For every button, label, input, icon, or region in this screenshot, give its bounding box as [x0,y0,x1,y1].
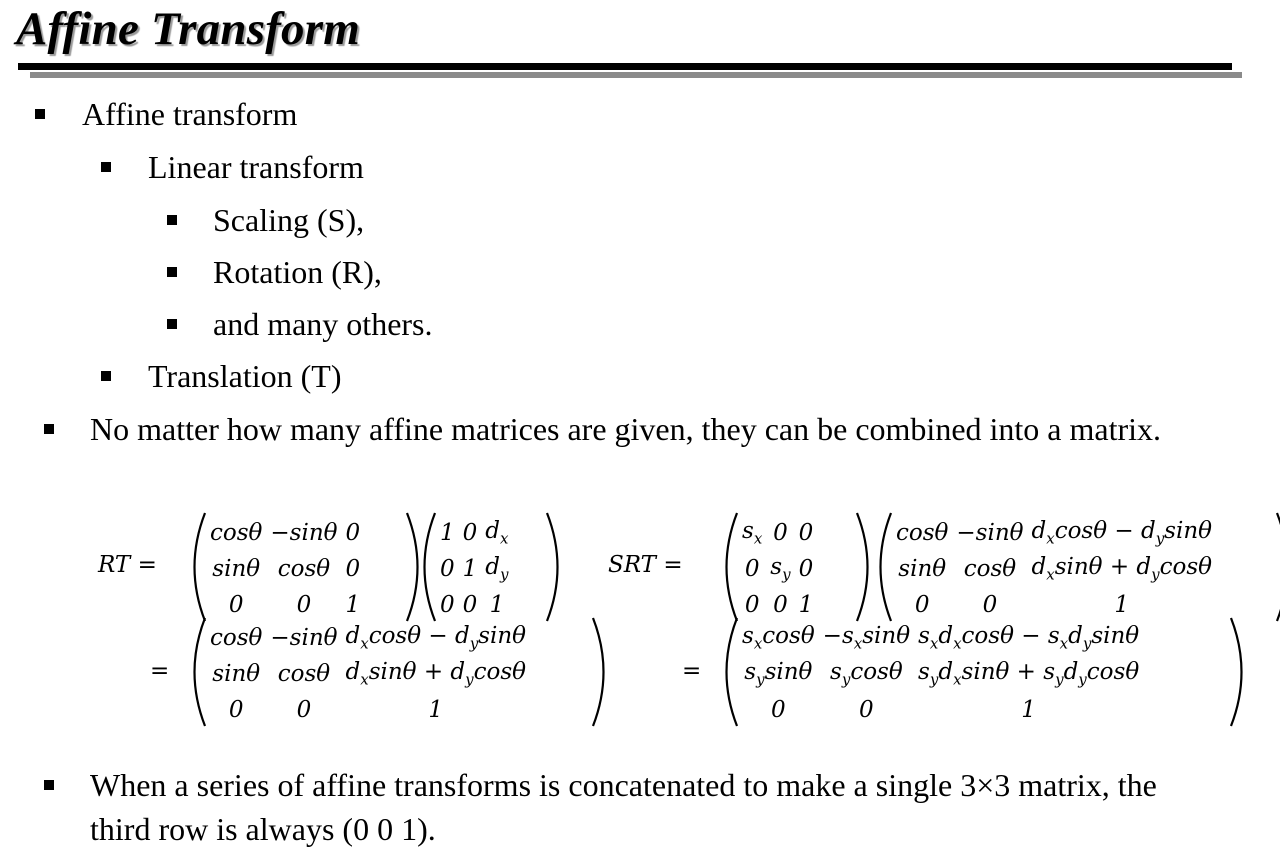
bullet-rotation: Rotation (R), [213,250,382,294]
matrix-cell: 1 [440,520,455,546]
matrix-cell: 0 [771,697,786,723]
matrix-cell: sinθ [212,556,261,582]
bullet-affine-transform: Affine transform [82,92,297,136]
matrix-rt-result [206,620,530,728]
matrix-cell: 0 [296,697,312,723]
matrix-cell: 1 [1021,697,1036,723]
matrix-cell: $d_x\sin\theta + d_y\cos\theta$ [1031,554,1212,584]
bullet-marker [167,267,177,277]
bullet-scaling: Scaling (S), [213,198,364,242]
matrix-cell: cosθ [896,520,949,546]
matrix-cell: $s_y$ [770,554,791,584]
matrix-cell: sinθ [212,661,261,687]
matrix-cell: 0 [228,697,244,723]
bullet-marker [44,780,54,790]
matrix-cell: 1 [345,592,361,618]
matrix-cell: 0 [228,592,244,618]
matrix-cell: 0 [345,520,361,546]
matrix-r [206,515,364,623]
matrix-cell: $s_yd_x\sin\theta + s_yd_y\cos\theta$ [918,659,1140,689]
matrix-cell: 0 [345,556,361,582]
matrix-cell: $d_x\sin\theta + d_y\cos\theta$ [345,659,526,689]
matrix-cell: 0 [440,556,455,582]
srt-equals: = [682,658,702,684]
title-underline [18,63,1232,70]
matrix-cell: $d_x\cos\theta - d_y\sin\theta$ [1031,518,1212,548]
matrix-cell: $s_xd_x\cos\theta - s_xd_y\sin\theta$ [918,623,1140,653]
matrix-cell: 1 [1114,592,1130,618]
bullet-many-others: and many others. [213,302,433,346]
matrix-cell: 1 [462,556,478,582]
matrix-cell: $-s_x\sin\theta$ [822,623,911,653]
matrix-cell: −sinθ [956,520,1024,546]
bullet-marker [35,109,45,119]
matrix-rt-result-left-paren [190,616,208,728]
matrix-cell: 0 [914,592,930,618]
matrix-rt-result-right-paren [590,616,608,728]
bullet-linear-transform: Linear transform [148,145,364,189]
bullet-combined-matrix: No matter how many affine matrices are given, they can be combined into a matrix. [90,407,1240,451]
rt-label: RT = [98,552,157,578]
slide-title: Affine Transform [16,3,360,55]
matrix-s-left-paren [722,511,740,623]
matrix-cell: $d_x\cos\theta - d_y\sin\theta$ [345,623,526,653]
matrix-srt-result [738,620,1143,728]
matrix-t-left-paren [420,511,438,623]
matrix-cell: 0 [773,592,788,618]
matrix-cell: cosθ [963,556,1017,582]
matrix-cell: 0 [798,556,814,582]
matrix-cell: cosθ [277,556,331,582]
matrix-cell: 0 [462,592,478,618]
matrix-s-right-paren [854,511,872,623]
matrix-r-left-paren [190,511,208,623]
bullet-translation: Translation (T) [148,354,341,398]
bullet-marker [101,371,111,381]
matrix-cell: cosθ [277,661,331,687]
matrix-cell: 1 [489,592,505,618]
matrix-cell: 0 [462,520,478,546]
matrix-cell: $s_x\cos\theta$ [742,623,815,653]
matrix-cell: −sinθ [270,520,338,546]
matrix-s [738,515,817,623]
matrix-t-right-paren [544,511,562,623]
matrix-cell: 0 [440,592,455,618]
matrix-cell: 0 [798,520,814,546]
bullet-marker [101,162,111,172]
matrix-cell: 0 [859,697,874,723]
matrix-rt [892,515,1216,623]
matrix-cell: $s_y\sin\theta$ [744,659,813,689]
bullet-marker [167,215,177,225]
matrix-cell: 0 [296,592,312,618]
matrix-cell: $d_x$ [485,518,509,548]
matrix-cell: sinθ [898,556,947,582]
matrix-cell: 0 [773,520,788,546]
matrix-cell: $s_y\cos\theta$ [830,659,903,689]
title-underline-shadow [30,72,1242,78]
matrix-cell: 0 [744,556,760,582]
matrix-cell: $s_x$ [742,518,763,548]
rt-equals: = [150,658,170,684]
matrix-cell: 1 [798,592,814,618]
srt-label: SRT = [608,552,683,578]
bullet-third-row: When a series of affine transforms is concatenated to make a single 3×3 matrix, the third row is always (0 0 1). [90,763,1190,851]
matrix-cell: 0 [982,592,998,618]
matrix-cell: $d_y$ [485,554,509,584]
matrix-srt-result-left-paren [722,616,740,728]
matrix-rt-left-paren [876,511,894,623]
matrix-cell: −sinθ [270,625,338,651]
bullet-marker [167,319,177,329]
matrix-t [436,515,513,623]
matrix-cell: cosθ [210,625,263,651]
matrix-cell: cosθ [210,520,263,546]
bullet-marker [44,424,54,434]
matrix-srt-result-right-paren [1228,616,1246,728]
matrix-rt-right-paren [1274,511,1280,623]
matrix-cell: 1 [428,697,444,723]
matrix-cell: 0 [744,592,760,618]
